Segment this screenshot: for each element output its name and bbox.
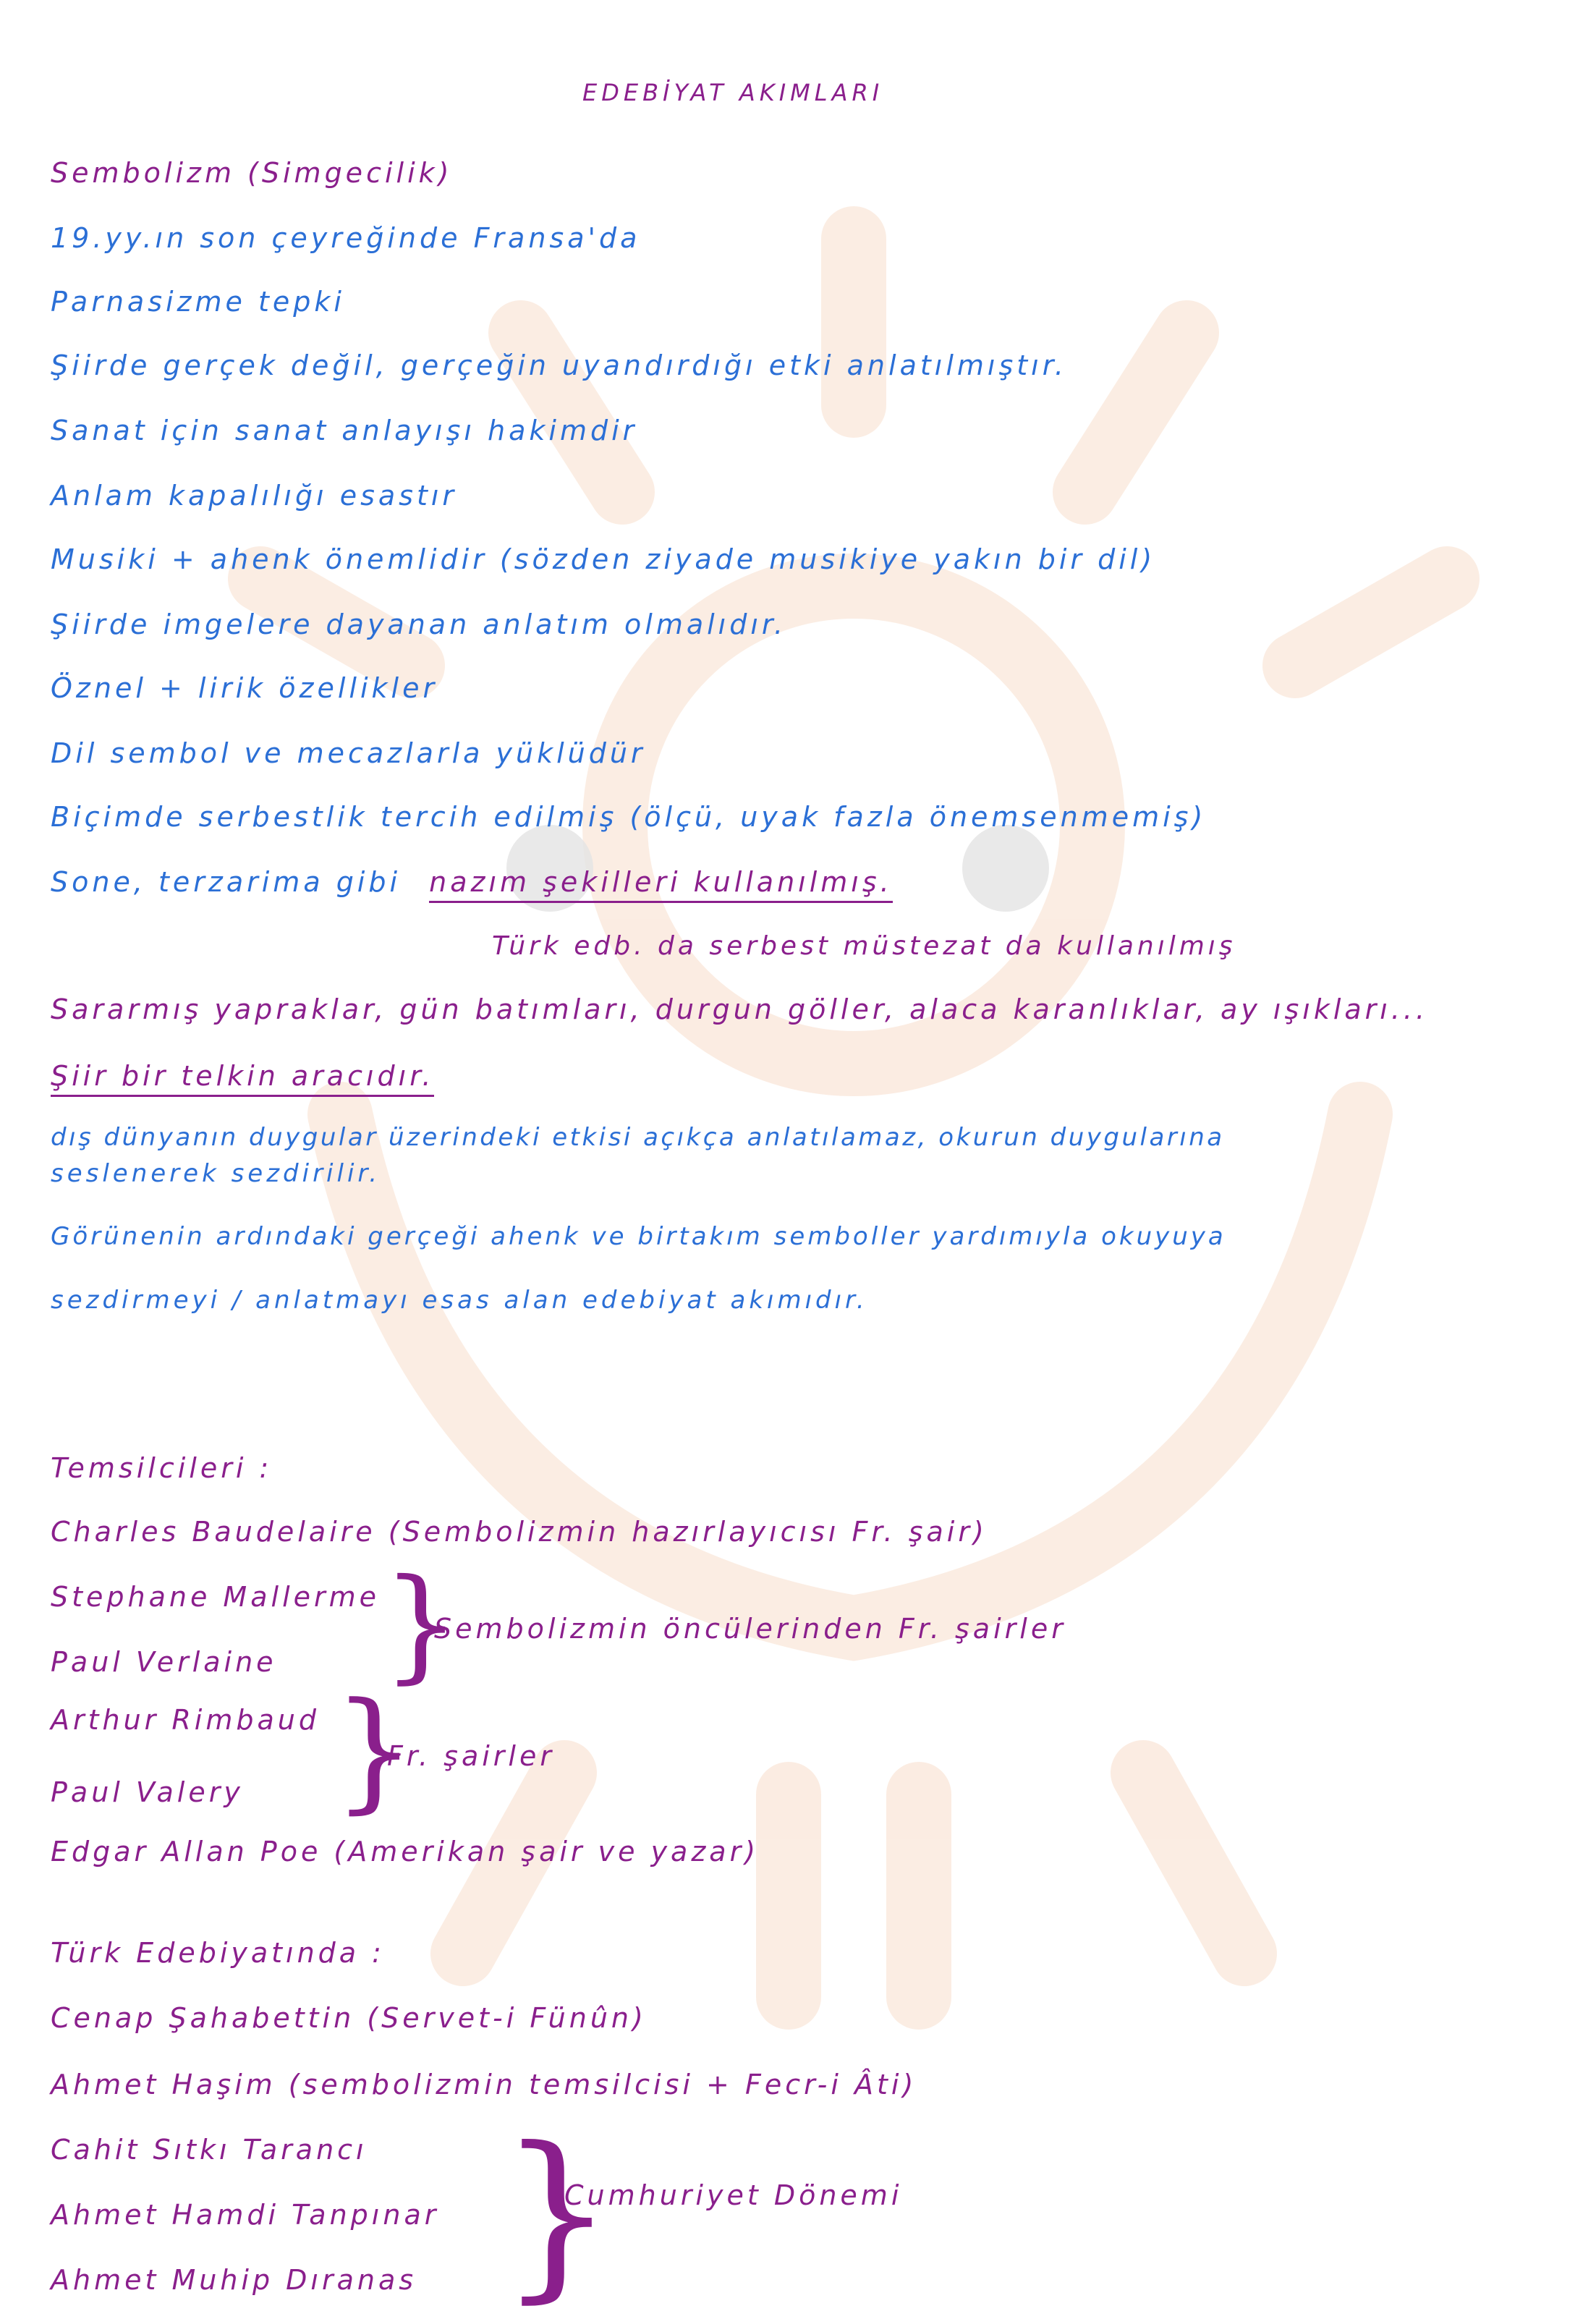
- turkish-representative: Ahmet Hamdi Tanpınar: [51, 2199, 440, 2231]
- paragraph-line: Görünenin ardındaki gerçeği ahenk ve birtakım semboller yardımıyla okuyuya: [51, 1222, 1226, 1251]
- group-note: Fr. şairler: [387, 1740, 555, 1772]
- paragraph-line: dış dünyanın duygular üzerindeki etkisi açıkça anlatılamaz, okurun duygularına: [51, 1123, 1225, 1152]
- telkin-line: [51, 1062, 434, 1090]
- note-line: Musiki + ahenk önemlidir (sözden ziyade musikiye yakın bir dil): [51, 543, 1156, 575]
- turkish-heading: Türk Edebiyatında :: [51, 1937, 385, 1969]
- note-line: Anlam kapalılığı esastır: [51, 480, 458, 512]
- group-note: Cumhuriyet Dönemi: [564, 2179, 903, 2211]
- note-line: Öznel + lirik özellikler: [51, 672, 438, 704]
- curly-brace-icon: }: [499, 2108, 615, 2319]
- note-line: Şiirde gerçek değil, gerçeğin uyandırdığı etki anlatılmıştır.: [51, 349, 1067, 381]
- page-title: EDEBİYAT AKIMLARI: [582, 79, 884, 106]
- representative-line: Charles Baudelaire (Sembolizmin hazırlayıcısı Fr. şair): [51, 1516, 988, 1548]
- turkish-representative: Cenap Şahabettin (Servet-i Fünûn): [51, 2002, 647, 2034]
- telkin-underlined: Şiir bir telkin aracıdır.: [51, 1060, 434, 1097]
- paragraph-line: seslenerek sezdirilir.: [51, 1159, 381, 1188]
- representative-name: Paul Verlaine: [51, 1646, 277, 1678]
- turkish-representative: Ahmet Muhip Dıranas: [51, 2264, 417, 2296]
- note-line: Şiirde imgelere dayanan anlatım olmalıdır.: [51, 609, 787, 640]
- turkish-representative: Cahit Sıtkı Tarancı: [51, 2134, 368, 2166]
- note-line: 19.yy.ın son çeyreğinde Fransa'da: [51, 222, 641, 254]
- note-line: [51, 868, 893, 896]
- representatives-heading: Temsilcileri :: [51, 1452, 273, 1484]
- curly-brace-icon: }: [382, 1553, 461, 1696]
- curly-brace-icon: }: [333, 1675, 416, 1826]
- representative-name: Paul Valery: [51, 1776, 244, 1808]
- representative-name: Stephane Mallerme: [51, 1581, 381, 1613]
- turkish-representative: Ahmet Haşim (sembolizmin temsilcisi + Fecr-i Âti): [51, 2069, 917, 2100]
- note-line: Biçimde serbestlik tercih edilmiş (ölçü, uyak fazla önemsenmemiş): [51, 801, 1207, 833]
- side-note: Türk edb. da serbest müstezat da kullanılmış: [492, 931, 1236, 961]
- section-heading: Sembolizm (Simgecilik): [51, 157, 453, 189]
- note-line: Dil sembol ve mecazlarla yüklüdür: [51, 737, 646, 769]
- sone-text: Sone, terzarima gibi: [51, 866, 402, 898]
- note-line: Parnasizme tepki: [51, 286, 345, 318]
- note-line: Sanat için sanat anlayışı hakimdir: [51, 415, 638, 446]
- paragraph-line: sezdirmeyi / anlatmayı esas alan edebiyat akımıdır.: [51, 1286, 868, 1315]
- representative-name: Arthur Rimbaud: [51, 1704, 320, 1736]
- representative-line: Edgar Allan Poe (Amerikan şair ve yazar): [51, 1836, 760, 1868]
- imagery-line: Sararmış yapraklar, gün batımları, durgun göller, alaca karanlıklar, ay ışıkları...: [51, 993, 1429, 1025]
- group-note: Sembolizmin öncülerinden Fr. şairler: [434, 1613, 1066, 1645]
- underlined-phrase: nazım şekilleri kullanılmış.: [429, 866, 893, 903]
